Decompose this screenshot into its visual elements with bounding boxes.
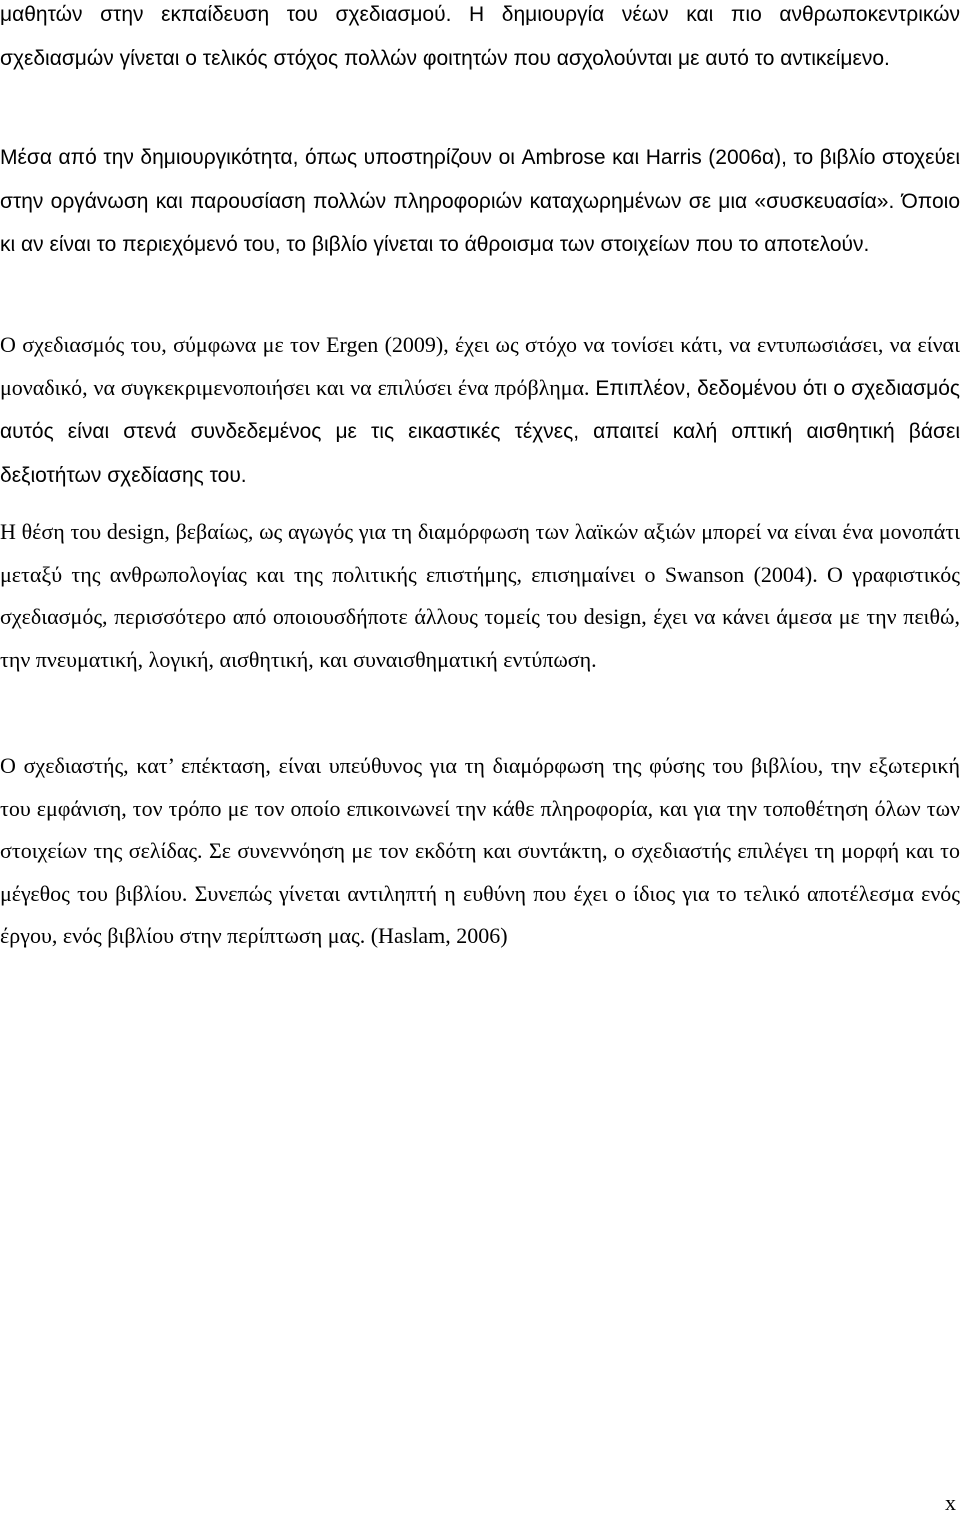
paragraph-3-segment-2: Επιπλέον, δεδομένου ότι ο σχεδιασμός αυτός είναι στενά συνδεδεμένος με τις εικαστικές τέχνες, απαιτεί καλή οπτική αισθητική βάσει δεξιοτήτων σχεδίασης του.	[0, 376, 960, 487]
paragraph-5-segment-3: Συνεπώς γίνεται αντιληπτή η ευθύνη που έχει ο ίδιος για το τελικό αποτέλεσμα ενός έργου, ενός βιβλίου στην περίπτωση μας. (Haslam, 2006)	[0, 880, 960, 949]
paragraph-2-segment-1: Μέσα από την δημιουργικότητα, όπως υποστηρίζουν οι Ambrose και Harris (2006α), το βιβλίο στοχεύει στην οργάνωση και παρουσίαση πολλών πληροφοριών καταχωρημένων σε μια «συσκευασία».	[0, 146, 960, 213]
paragraph-2	[0, 136, 960, 267]
paragraph-1-segment-1: μαθητών στην εκπαίδευση του σχεδιασμού. Η δημιουργία νέων και πιο ανθρωποκεντρικών σχεδιασμών γίνεται ο τελικός στόχος πολλών φοιτητών που ασχολούνται με αυτό το αντικείμενο.	[0, 3, 960, 70]
paragraph-3-segment-1: Ο σχεδιασμός του, σύμφωνα με τον Ergen (2009), έχει ως στόχο να τονίσει κάτι, να εντυπωσιάσει, να είναι μοναδικό, να συγκεκριμενοποιήσει και να επιλύσει ένα πρόβλημα.	[0, 332, 960, 400]
paragraph-4-segment-1: Η θέση του design, βεβαίως, ως αγωγός για τη διαμόρφωση των λαϊκών αξιών μπορεί να είναι ένα μονοπάτι μεταξύ της ανθρωπολογίας και της πολιτικής επιστήμης, επισημαίνει ο Swanson (2004).	[0, 519, 960, 587]
paragraph-3	[0, 324, 960, 497]
page-number: x	[945, 1490, 956, 1515]
paragraph-5-segment-1: Ο σχεδιαστής, κατ’ επέκταση, είναι υπεύθυνος για τη διαμόρφωση της φύσης του βιβλίου, την εξωτερική του εμφάνιση, τον τρόπο με τον οποίο επικοινωνεί την κάθε πληροφορία, και για την τοποθέτηση όλων των στοιχείων της σελίδας.	[0, 753, 960, 864]
paragraph-1	[0, 0, 960, 80]
paragraph-4	[0, 511, 960, 681]
paragraph-4-segment-2: Ο γραφιστικός σχεδιασμός, περισσότερο από οποιουσδήποτε άλλους τομείς του design, έχει να κάνει άμεσα με την πειθώ, την πνευματική, λογική, αισθητική, και συναισθηματική εντύπωση.	[0, 561, 960, 672]
paragraph-2-segment-2: Όποιο κι αν είναι το περιεχόμενό του, το βιβλίο γίνεται το άθροισμα των στοιχείων που το αποτελούν.	[0, 189, 960, 257]
paragraph-5-segment-2: Σε συνεννόηση με τον εκδότη και συντάκτη, ο σχεδιαστής επιλέγει τη μορφή και το μέγεθος του βιβλίου.	[0, 838, 960, 906]
paragraph-5	[0, 745, 960, 958]
